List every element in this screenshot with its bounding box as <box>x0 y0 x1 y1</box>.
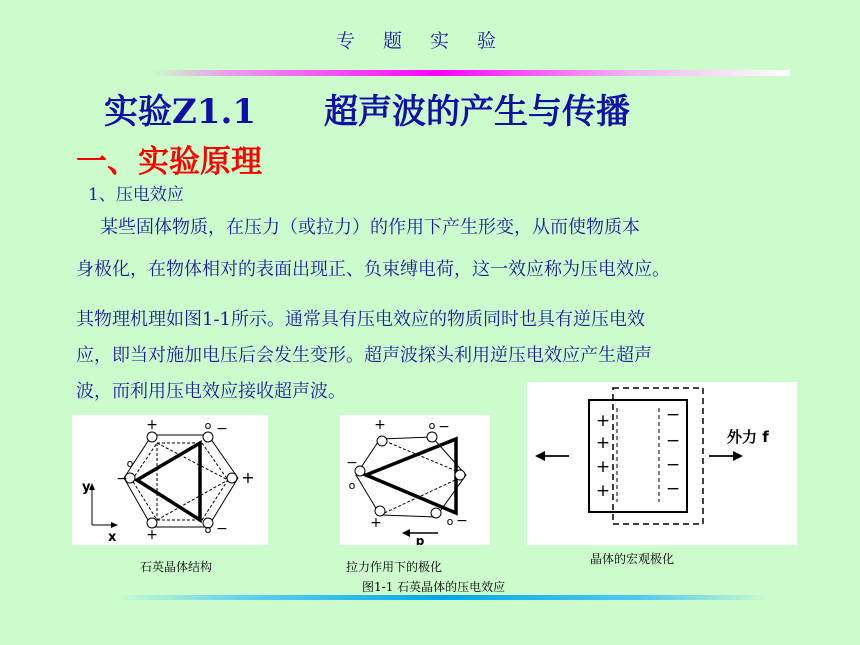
charge-label: o <box>446 515 454 528</box>
charge-label: − <box>456 513 468 529</box>
axis-y-label: y <box>82 480 91 495</box>
charge-label: + <box>146 527 158 543</box>
caption-tension-polarization: 拉力作用下的极化 <box>346 560 443 574</box>
subsection-heading: 1、压电效应 <box>88 185 184 205</box>
charge-label: o <box>348 479 356 492</box>
axis-x-label: x <box>108 530 117 545</box>
paragraph-line: 身极化，在物体相对的表面出现正、负束缚电荷，这一效应称为压电效应。 <box>76 259 670 280</box>
caption-macro-polarization: 晶体的宏观极化 <box>590 552 675 566</box>
paragraph-line: 应，即当对施加电压后会发生变形。超声波探头利用逆压电效应产生超声 <box>76 345 652 366</box>
caption-quartz-structure: 石英晶体结构 <box>140 560 213 574</box>
paragraph-line: 其物理机理如图1-1所示。通常具有压电效应的物质同时也具有逆压电效 <box>76 309 645 330</box>
charge-label: − <box>665 405 681 425</box>
charge-label: − <box>116 471 128 487</box>
charge-label: − <box>216 421 228 437</box>
top-divider <box>150 70 790 76</box>
charge-label: o <box>204 523 212 536</box>
charge-label: + <box>374 417 386 433</box>
charge-label: + <box>595 457 611 477</box>
bottom-divider <box>115 595 770 600</box>
section-heading: 一、实验原理 <box>76 144 262 180</box>
charge-label: − <box>665 431 681 451</box>
force-p-label: p <box>415 534 425 545</box>
charge-label: + <box>241 468 255 487</box>
force-f-label: 外力 f <box>727 428 769 446</box>
charge-label: + <box>370 515 382 531</box>
paragraph-line: 波，而利用压电效应接收超声波。 <box>76 381 346 402</box>
charge-label: o <box>126 457 134 470</box>
charge-label: − <box>665 455 681 475</box>
header-title: 专题实验 <box>335 30 524 52</box>
page-title: 实验Z1.1 超声波的产生与传播 <box>104 92 630 132</box>
charge-label: + <box>595 481 611 501</box>
charge-label: − <box>665 479 681 499</box>
paragraph-line: 某些固体物质，在压力（或拉力）的作用下产生形变，从而使物质本 <box>100 217 640 238</box>
charge-label: − <box>438 419 450 435</box>
charge-label: + <box>595 411 611 431</box>
charge-label: + <box>146 417 158 433</box>
charge-label: + <box>595 433 611 453</box>
quartz-structure-figure <box>72 415 268 545</box>
figure-caption: 图1-1 石英晶体的压电效应 <box>362 580 506 594</box>
tension-polarization-figure <box>340 415 490 545</box>
charge-label: − <box>216 521 228 537</box>
charge-label: − <box>346 455 358 471</box>
macro-polarization-figure <box>527 382 797 545</box>
charge-label: o <box>204 419 212 432</box>
charge-label: o <box>428 419 436 432</box>
